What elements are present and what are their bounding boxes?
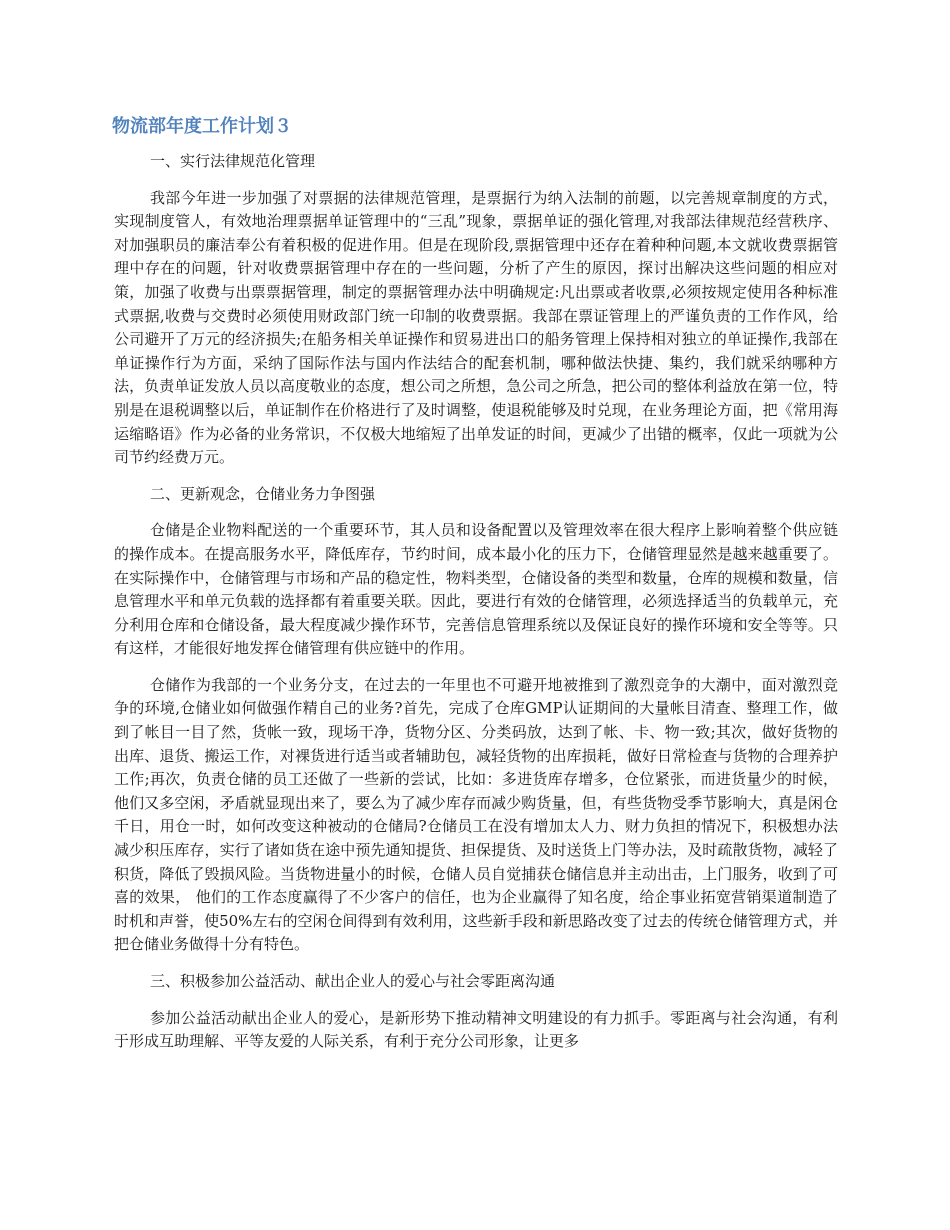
section-heading-3: 三、积极参加公益活动、献出企业人的爱心与社会零距离沟通 [150,972,556,990]
document-title: 物流部年度工作计划３ [112,116,292,137]
paragraph: 参加公益活动献出企业人的爱心，是新形势下推动精神文明建设的有力抓手。零距离与社会沟通，有利于形成互助理解、平等友爱的人际关系，有利于充分公司形象，让更多 [114,1008,838,1051]
paragraph: 我部今年进一步加强了对票据的法律规范管理，是票据行为纳入法制的前题，以完善规章制度的方式，实现制度管人，有效地治理票据单证管理中的“三乱”现象，票据单证的强化管理,对我部法律规范经营秩序、对加强职员的廉洁奉公有着积极的促进作用。但是在现阶段,票据管理中还存在着种种问题,本文就收费票据管理中存在的问题，针对收费票据管理中存在的一些问题，分析了产生的原因，探讨出解决这些问题的相应对策，加强了收费与出票票据管理，制定的票据管理办法中明确规定:凡出票或者收票,必须按规定使用各种标准式票据,收费与交费时必须使用财政部门统一印制的收费票据。我部在票证管理上的严谨负责的工作作风，给公司避开了万元的经济损失;在船务相关单证操作和贸易进出口的船务管理上保持相对独立的单证操作,我部在单证操作行为方面，采纳了国际作法与国内作法结合的配套机制，哪种做法快捷、集约，我们就采纳哪种方法，负责单证发放人员以高度敬业的态度，想公司之所想，急公司之所急，把公司的整体利益放在第一位，特别是在退税调整以后，单证制作在价格进行了及时调整，使退税能够及时兑现，在业务理论方面，把《常用海运缩略语》作为必备的业务常识，不仅极大地缩短了出单发证的时间，更减少了出错的概率，仅此一项就为公司节约经费万元。 [114,188,838,467]
section-heading-1: 一、实行法律规范化管理 [150,152,316,170]
section-heading-2: 二、更新观念，仓储业务力争图强 [150,484,376,503]
paragraph: 仓储作为我部的一个业务分支，在过去的一年里也不可避开地被推到了激烈竞争的大潮中，面对激烈竞争的环境,仓储业如何做强作精自己的业务?首先，完成了仓库GMP认证期间的大量帐目清查、整理工作，做到了帐目一目了然，货帐一致，现场干净，货物分区、分类码放，达到了帐、卡、物一致;其次，做好货物的出库、退货、搬运工作，对裸货进行适当或者辅助包，减轻货物的出库损耗，做好日常检查与货物的合理养护工作;再次，负责仓储的员工还做了一些新的尝试，比如：多进货库存增多，仓位紧张，而进货量少的时候，他们又多空闲，矛盾就显现出来了，要么为了减少库存而减少购货量，但，有些货物受季节影响大，真是闲仓千日，用仓一时，如何改变这种被动的仓储局?仓储员工在没有增加太人力、财力负担的情况下，积极想办法减少积压库存，实行了诸如货在途中预先通知提货、担保提货、及时送货上门等办法，及时疏散货物，减轻了积货，降低了毁损风险。当货物进量小的时候，仓储人员自觉捕获仓储信息并主动出击，上门服务，收到了可喜的效果， 他们的工作态度赢得了不少客户的信任，也为企业赢得了知名度，给企事业拓宽营销渠道制造了时机和声誉，使50%左右的空闲仓间得到有效利用，这些新手段和新思路改变了过去的传统仓储管理方式，并把仓储业务做得十分有特色。 [114,675,838,954]
paragraph: 仓储是企业物料配送的一个重要环节，其人员和设备配置以及管理效率在很大程序上影响着整个供应链的操作成本。在提高服务水平，降低库存，节约时间，成本最小化的压力下，仓储管理显然是越来越重要了。在实际操作中，仓储管理与市场和产品的稳定性，物料类型，仓储设备的类型和数量，仓库的规模和数量，信息管理水平和单元负载的选择都有着重要关联。因此，要进行有效的仓储管理，必须选择适当的负载单元，充分利用仓库和仓储设备，最大程度减少操作环节，完善信息管理系统以及保证良好的操作环境和安全等等。只有这样，才能很好地发挥仓储管理有供应链中的作用。 [114,521,838,658]
document-body [114,150,838,1067]
